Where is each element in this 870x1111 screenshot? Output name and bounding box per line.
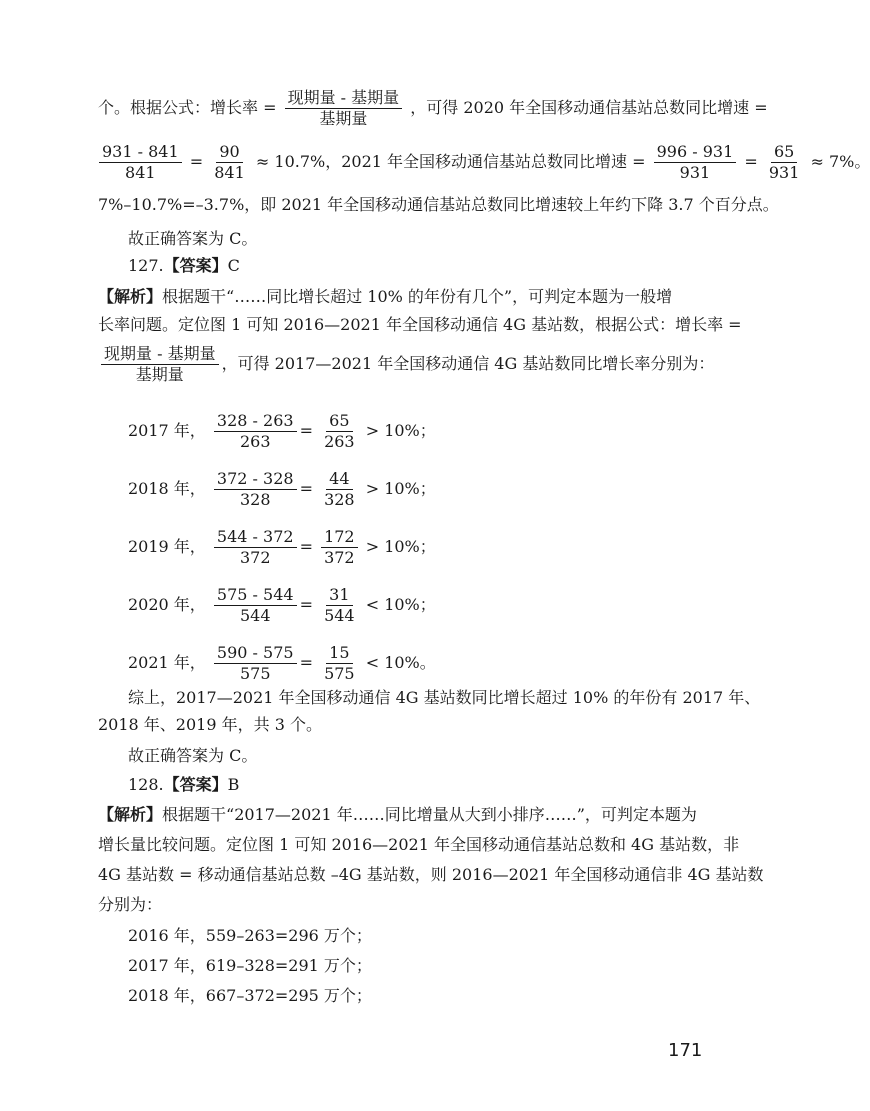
q127-analysis-line-3: [98, 344, 715, 385]
fraction: [214, 469, 297, 510]
line2-mid: ≈ 10.7%，2021 年全国移动通信基站总数同比增速 =: [255, 152, 646, 171]
row-comparison: > 10%；: [365, 537, 436, 556]
fraction: [321, 527, 358, 568]
fraction: [321, 411, 358, 452]
formula-numerator: 现期量 - 基期量: [101, 344, 219, 365]
q128-analysis-line-1: [98, 803, 710, 827]
growth-row-2019: 2019 年， $\frac{544 - 372}{372}$ = $\frac{172}{372}$ > 10%；: [128, 527, 436, 567]
row-year: 2021 年，: [128, 653, 206, 672]
growth-rate-formula: [285, 88, 403, 129]
fraction-numerator: 15: [326, 643, 352, 664]
formula-denominator: 基期量: [135, 365, 184, 384]
row-comparison: > 10%；: [365, 479, 436, 498]
row-year: 2018 年，: [128, 479, 206, 498]
text-line-formula: [98, 88, 768, 129]
fraction-denominator: 931: [679, 163, 711, 182]
fraction-denominator: 372: [324, 548, 355, 567]
fraction-denominator: 575: [324, 664, 355, 683]
growth-row-2018: 2018 年， $\frac{372 - 328}{328}$ = $\frac{44}{328}$ > 10%；: [128, 469, 436, 509]
row-comparison: > 10%；: [365, 421, 436, 440]
answer-127: 故正确答案为 C。: [128, 746, 258, 765]
fraction: [214, 527, 297, 568]
analysis-text: 根据题干“2017—2021 年……同比增量从大到小排序……”，可判定本题为: [162, 805, 697, 824]
row-year: 2020 年，: [128, 595, 206, 614]
text-line-calc-2020-2021: [96, 142, 870, 183]
question-number: 127.: [128, 256, 164, 275]
growth-rate-formula: [101, 344, 219, 385]
fraction-denominator: 575: [239, 664, 271, 683]
growth-row-2021: 2021 年， $\frac{590 - 575}{575}$ = $\frac{15}{575}$ < 10%。: [128, 643, 436, 683]
analysis-text: ，可得 2017—2021 年全国移动通信 4G 基站数同比增长率分别为：: [221, 354, 715, 373]
q127-summary-line-1: 综上，2017—2021 年全国移动通信 4G 基站数同比增长超过 10% 的年份有 2017 年、: [128, 688, 761, 707]
fraction-denominator: 263: [239, 432, 271, 451]
q128-answer-heading: [128, 773, 710, 797]
fraction-numerator: 590 - 575: [214, 643, 297, 664]
answer-tag: 【答案】: [163, 256, 228, 275]
non4g-row-2016: 2016 年，559–263=296 万个；: [128, 926, 372, 945]
fraction-numerator: 544 - 372: [214, 527, 297, 548]
q128-analysis-line-2: 增长量比较问题。定位图 1 可知 2016—2021 年全国移动通信基站总数和 4G 基站数，非: [98, 835, 740, 854]
row-year: 2019 年，: [128, 537, 206, 556]
fraction-denominator: 931: [768, 163, 800, 182]
formula-numerator: 现期量 - 基期量: [285, 88, 403, 109]
growth-row-2017: 2017 年， $\frac{328 - 263}{263}$ = $\frac{65}{263}$ > 10%；: [128, 411, 436, 451]
analysis-tag: 【解析】: [98, 805, 163, 824]
fraction-denominator: 544: [324, 606, 355, 625]
line2-end: ≈ 7%。: [810, 152, 870, 171]
fraction-numerator: 328 - 263: [214, 411, 297, 432]
fraction-numerator: 31: [326, 585, 352, 606]
row-comparison: < 10%。: [365, 653, 436, 672]
page-number: 171: [668, 1040, 703, 1061]
answer-letter: C: [227, 256, 240, 275]
fraction: [99, 142, 182, 183]
fraction-numerator: 172: [321, 527, 358, 548]
line1-prefix: 个。根据公式：增长率 =: [98, 98, 277, 117]
answer-letter: B: [227, 775, 240, 794]
answer-126: 故正确答案为 C。: [128, 229, 258, 248]
fraction: [321, 643, 358, 684]
formula-denominator: 基期量: [319, 109, 368, 128]
fraction-numerator: 372 - 328: [214, 469, 297, 490]
fraction: [321, 585, 358, 626]
fraction-denominator: 841: [125, 163, 156, 182]
fraction-denominator: 841: [214, 163, 245, 182]
equals-sign: =: [744, 152, 758, 171]
equals-sign: =: [189, 152, 204, 171]
fraction: [214, 643, 297, 684]
question-number: 128.: [128, 775, 164, 794]
fraction-denominator: 372: [239, 548, 271, 567]
fraction: [654, 142, 737, 183]
row-year: 2017 年，: [128, 421, 206, 440]
growth-row-2020: 2020 年， $\frac{575 - 544}{544}$ = $\frac{31}{544}$ < 10%；: [128, 585, 436, 625]
fraction-numerator: 44: [326, 469, 352, 490]
fraction-numerator: 575 - 544: [214, 585, 297, 606]
q127-summary-line-2: 2018 年、2019 年，共 3 个。: [98, 715, 322, 734]
fraction: [321, 469, 358, 510]
fraction-denominator: 328: [239, 490, 271, 509]
fraction-denominator: 263: [324, 432, 355, 451]
fraction: [214, 585, 297, 626]
fraction: [214, 411, 297, 452]
non4g-row-2018: 2018 年，667–372=295 万个；: [128, 986, 372, 1005]
fraction-numerator: 65: [771, 142, 797, 163]
fraction: [766, 142, 803, 183]
fraction-numerator: 931 - 841: [99, 142, 182, 163]
q127-answer-heading: [128, 254, 710, 278]
q127-analysis-line-1: [98, 285, 710, 309]
row-comparison: < 10%；: [365, 595, 436, 614]
fraction-numerator: 65: [326, 411, 352, 432]
fraction-numerator: 996 - 931: [654, 142, 737, 163]
analysis-tag: 【解析】: [98, 287, 163, 306]
line1-suffix: ，可得 2020 年全国移动通信基站总数同比增速 =: [410, 98, 768, 117]
q128-analysis-line-3: 4G 基站数 = 移动通信基站总数 –4G 基站数，则 2016—2021 年全国移动通信非 4G 基站数: [98, 865, 764, 884]
analysis-text: 根据题干“……同比增长超过 10% 的年份有几个”，可判定本题为一般增: [162, 287, 673, 306]
answer-tag: 【答案】: [163, 775, 228, 794]
fraction-denominator: 544: [239, 606, 271, 625]
non4g-row-2017: 2017 年，619–328=291 万个；: [128, 956, 372, 975]
fraction: [211, 142, 248, 183]
fraction-numerator: 90: [216, 142, 242, 163]
q128-analysis-line-4: 分别为：: [98, 895, 163, 914]
text-line-difference: 7%–10.7%=–3.7%，即 2021 年全国移动通信基站总数同比增速较上年约下降 3.7 个百分点。: [98, 195, 779, 214]
fraction-denominator: 328: [324, 490, 355, 509]
q127-analysis-line-2: 长率问题。定位图 1 可知 2016—2021 年全国移动通信 4G 基站数，根据公式：增长率 =: [98, 315, 742, 334]
